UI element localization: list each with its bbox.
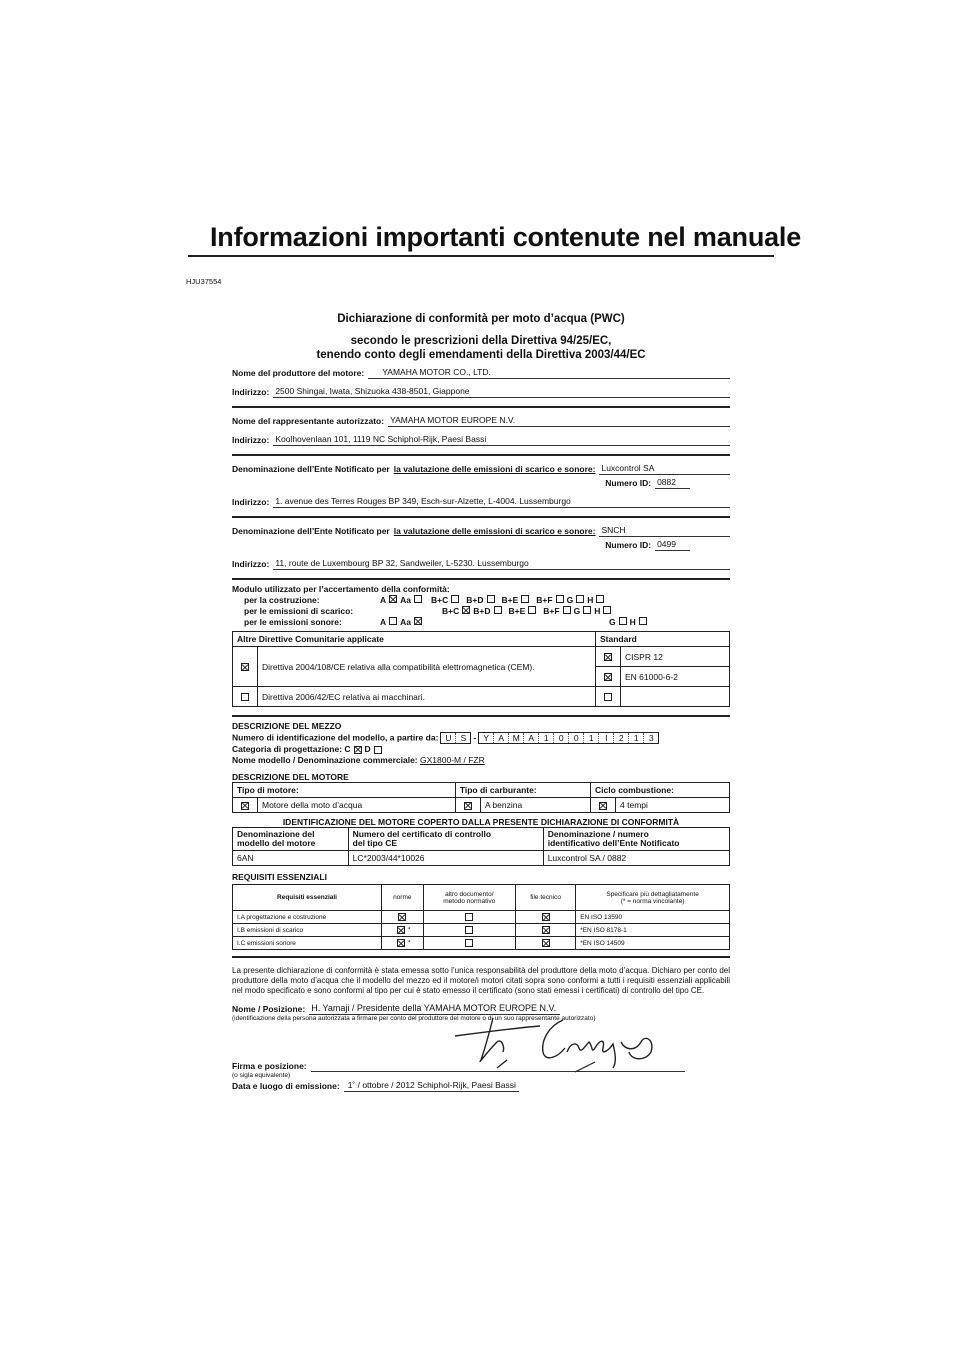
divider <box>232 578 730 580</box>
divider <box>232 715 730 717</box>
notified-body-2-field: Denominazione dell’Ente Notificato per la valutazione delle emissioni di scarico e sonore: SNCH <box>232 524 730 537</box>
conformity-modules <box>232 584 730 628</box>
manufacturer-name-field: Nome del produttore del motore: YAMAHA MOTOR CO., LTD. <box>232 366 730 379</box>
checkbox-checked <box>599 802 607 810</box>
checkbox <box>619 617 627 625</box>
checkbox <box>451 595 459 603</box>
notified-body-1-id: 0882 <box>655 476 690 489</box>
signature-note: (o sigla equivalente) <box>232 1072 291 1079</box>
checkbox <box>528 606 536 614</box>
checkbox-checked <box>462 606 470 614</box>
identification-title: IDENTIFICAZIONE DEL MOTORE COPERTO DALLA PRESENTE DICHIARAZIONE DI CONFORMITÀ <box>282 817 680 827</box>
id-char: 0 <box>554 733 569 743</box>
checkbox-checked <box>542 913 550 921</box>
notified-body-id: Luxcontrol SA / 0882 <box>543 851 729 866</box>
divider <box>232 516 730 518</box>
directives-header: Altre Direttive Comunitarie applicate <box>233 632 596 647</box>
declaration <box>232 312 730 1092</box>
id-char: Y <box>479 733 494 743</box>
certificate-number: LC*2003/44*10026 <box>348 851 543 866</box>
id-char: S <box>460 733 467 743</box>
declaration-subtitle-1: secondo le prescrizioni della Direttiva 94/25/EC, <box>350 335 612 347</box>
notified-body-1-field: Denominazione dell’Ente Notificato per la valutazione delle emissioni di scarico e sonore: Luxcontrol SA <box>232 462 730 475</box>
checkbox <box>494 606 502 614</box>
requirements-title: REQUISITI ESSENZIALI <box>232 872 327 882</box>
divider <box>232 406 730 408</box>
representative-address: Koolhovenlaan 101, 1119 NC Schiphol-Rijk, Paesi Bassi <box>273 433 730 446</box>
directive-machinery: Direttiva 2006/42/EC relativa ai macchinari. <box>258 687 596 707</box>
vehicle-id-row: Numero di identificazione del modello, a partire da: U S - Y A M A 1 0 0 1 I 2 1 3 <box>232 732 730 744</box>
model-name-row: Nome modello / Denominazione commerciale: GX1800-M / FZR <box>232 755 485 765</box>
id-char: 2 <box>614 733 629 743</box>
standard-en61000: EN 61000-6-2 <box>621 667 730 687</box>
design-category-row: Categoria di progettazione: C D <box>232 744 730 755</box>
checkbox <box>521 595 529 603</box>
checkbox <box>604 693 612 701</box>
id-char: 0 <box>569 733 584 743</box>
checkbox <box>603 606 611 614</box>
checkbox-checked <box>241 663 249 671</box>
signature-image <box>445 1012 665 1074</box>
checkbox <box>241 693 249 701</box>
id-char: 1 <box>539 733 554 743</box>
signature-field: Firma e posizione: <box>232 1060 730 1072</box>
representative-name-field: Nome del rappresentante autorizzato: YAMAHA MOTOR EUROPE N.V. <box>232 414 730 427</box>
signer-position: H. Yamaji / Presidente della YAMAHA MOTOR EUROPE N.V. <box>309 1002 560 1015</box>
identification-table: Denominazione del modello del motore Numero del certificato di controllo del tipo CE Denominazione / numero identificativo dell’Ente Notificato 6AN LC*2003/44*10026 Luxcontrol SA / 0882 <box>232 827 730 866</box>
checkbox <box>487 595 495 603</box>
manufacturer-address-field: Indirizzo: 2500 Shingai, Iwata, Shizuoka 438-8501, Giappone <box>232 385 730 398</box>
checkbox <box>389 617 397 625</box>
id-char: A <box>524 733 539 743</box>
checkbox-checked <box>397 926 405 934</box>
checkbox-checked <box>241 802 249 810</box>
position-note: (identificazione della persona autorizzata a firmare per conto del produttore del motore o di un suo rappresentante autorizzato) <box>232 1015 596 1022</box>
divider <box>232 454 730 456</box>
date-field: Data e luogo di emissione: 1˚ / ottobre / 2012 Schiphol-Rijk, Paesi Bassi <box>232 1079 730 1092</box>
declaration-title: Dichiarazione di conformità per moto d’acqua (PWC) <box>337 313 625 325</box>
engine-table: Tipo di motore: Tipo di carburante: Ciclo combustione: Motore della moto d’acqua A benzina 4 tempi <box>232 782 730 813</box>
modules-row-construction: per la costruzione: A Aa B+C B+D B+E B+F G H <box>232 595 730 606</box>
notified-body-2-address-field: Indirizzo: 11, route de Luxembourg BP 32, Sandweiler, L-5230. Lussemburgo <box>232 557 730 570</box>
standard-cispr: CISPR 12 <box>621 647 730 667</box>
doc-code: HJU37554 <box>186 277 222 286</box>
notified-body-1-id-field: Numero ID: 0882 <box>232 476 730 489</box>
id-box-code <box>478 732 659 744</box>
checkbox <box>465 913 473 921</box>
position-field: Nome / Posizione: H. Yamaji / Presidente della YAMAHA MOTOR EUROPE N.V. <box>232 1002 730 1015</box>
modules-row-noise: per le emissioni sonore: A Aa G H <box>232 617 730 628</box>
checkbox-checked <box>542 939 550 947</box>
checkbox <box>414 595 422 603</box>
issue-date-place: 1˚ / ottobre / 2012 Schiphol-Rijk, Paesi Bassi <box>344 1079 519 1092</box>
checkbox-checked <box>464 802 472 810</box>
representative-name: YAMAHA MOTOR EUROPE N.V. <box>388 414 730 427</box>
modules-title: Modulo utilizzato per l’accertamento della conformità: <box>232 584 450 594</box>
id-char: I <box>599 733 614 743</box>
notified-body-2-id: 0499 <box>655 538 690 551</box>
id-char: A <box>494 733 509 743</box>
declaration-subtitle-2: tenendo conto degli emendamenti della Direttiva 2003/44/EC <box>316 349 646 361</box>
notified-body-1-address: 1. avenue des Terres Rouges BP 349, Esch-sur-Alzette, L-4004. Lussemburgo <box>273 495 730 508</box>
combustion-cycle: 4 tempi <box>616 798 730 813</box>
notified-body-1-address-field: Indirizzo: 1. avenue des Terres Rouges BP 349, Esch-sur-Alzette, L-4004. Lussemburgo <box>232 495 730 508</box>
checkbox-checked <box>397 939 405 947</box>
checkbox <box>563 606 571 614</box>
representative-address-field: Indirizzo: Koolhovenlaan 101, 1119 NC Schiphol-Rijk, Paesi Bassi <box>232 433 730 446</box>
notified-body-2-address: 11, route de Luxembourg BP 32, Sandweiler, L-5230. Lussemburgo <box>273 557 730 570</box>
manufacturer-name: YAMAHA MOTOR CO., LTD. <box>368 366 730 379</box>
id-char: U <box>441 733 456 743</box>
declaration-heading <box>232 312 730 362</box>
checkbox <box>639 617 647 625</box>
modules-row-exhaust: per le emissioni di scarico: B+C B+D B+E B+F G H <box>232 606 730 617</box>
checkbox <box>583 606 591 614</box>
engine-model: 6AN <box>233 851 349 866</box>
page-title: Informazioni importanti contenute nel manuale <box>210 222 802 252</box>
title-divider <box>188 255 774 257</box>
requirements-table: Requisiti essenziali norme altro documento/ metodo normativo file tecnico Specificare più dettagliatamente (* = norma vincolante) I.A progettazione e costruzione EN ISO 13590 I.B emissioni di scarico * *EN ISO 8178-1 I.C emissioni sonore * *EN ISO 14509 <box>232 884 730 950</box>
id-char: 3 <box>648 733 654 743</box>
checkbox-checked <box>354 746 362 754</box>
engine-type: Motore della moto d’acqua <box>258 798 456 813</box>
notified-body-1-name: Luxcontrol SA <box>599 462 730 475</box>
vehicle-description <box>232 721 730 766</box>
checkbox <box>556 595 564 603</box>
checkbox <box>596 595 604 603</box>
statement-paragraph: La presente dichiarazione di conformità è stata emessa sotto l’unica responsabilità del produttore della moto d’acqua. Dichiaro per conto del produttore della moto d’acqua che il modello del mezzo ed il motore/i motori citati sopra sono conformi a tutti i requisiti essenziali applicabili nel modo specificato e sono conformi al tipo per cui è stato emesso il certificato (sono stati emessi i certificati) di controllo del tipo CE. <box>232 966 730 995</box>
notified-body-2-name: SNCH <box>599 524 730 537</box>
checkbox <box>465 939 473 947</box>
checkbox-checked <box>389 595 397 603</box>
model-name: GX1800-M / FZR <box>420 755 485 765</box>
id-char: 1 <box>629 733 644 743</box>
notified-body-2-id-field: Numero ID: 0499 <box>232 538 730 551</box>
divider <box>232 956 730 958</box>
checkbox-checked <box>604 653 612 661</box>
manufacturer-address: 2500 Shingai, Iwata, Shizuoka 438-8501, Giappone <box>273 385 730 398</box>
fuel-type: A benzina <box>480 798 590 813</box>
id-char: M <box>509 733 524 743</box>
directive-emc: Direttiva 2004/108/CE relativa alla compatibilità elettromagnetica (CEM). <box>258 647 596 687</box>
checkbox-checked <box>398 913 406 921</box>
checkbox <box>576 595 584 603</box>
vehicle-title: DESCRIZIONE DEL MEZZO <box>232 721 342 731</box>
checkbox-checked <box>414 617 422 625</box>
id-box-prefix <box>440 732 471 744</box>
checkbox-checked <box>542 926 550 934</box>
checkbox <box>465 926 473 934</box>
standard-header: Standard <box>596 632 730 647</box>
engine-title: DESCRIZIONE DEL MOTORE <box>232 772 349 782</box>
checkbox-checked <box>604 673 612 681</box>
id-char: 1 <box>584 733 599 743</box>
checkbox <box>374 746 382 754</box>
directives-table <box>232 631 730 707</box>
